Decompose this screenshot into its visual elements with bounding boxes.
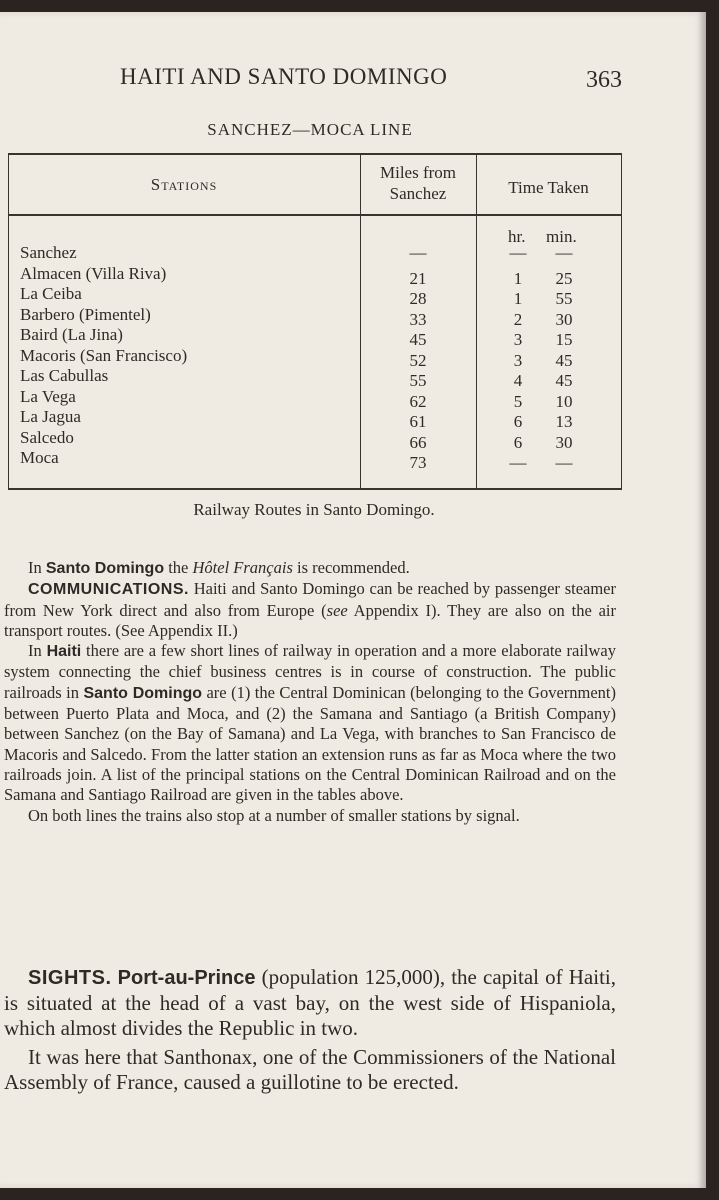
header-stations: Stations [150,175,218,194]
miles-value: 28 [409,289,427,308]
miles-value: 52 [409,350,427,370]
paragraph-railways [4,641,616,805]
table-top-rule [8,153,622,155]
hours-value: 1 [513,289,523,308]
sights-text [4,965,616,1095]
table-left-border [8,153,9,490]
table-title: SANCHEZ—MOCA LINE [207,120,413,139]
page-number: 363 [586,67,622,93]
station-name: Salcedo [20,427,74,447]
minutes-value: 55 [555,289,573,308]
text-span: there are a few short lines of railway in operation and a more elaborate railway system connecting the chief business centres is in course of construction. The public railroads in [4,641,617,702]
station-name: La Ceiba [20,284,82,303]
body-text [4,558,616,826]
station-name: La Jagua [20,407,81,426]
station-name: Las Cabullas [20,366,109,385]
place-santo-domingo: Santo Domingo [83,684,203,702]
place-santo-domingo: Santo Domingo [45,560,165,577]
paragraph-sights [4,965,616,1041]
table-right-border [621,153,622,490]
text-span: are (1) the Central Dominican (belonging to the Government) between Puerto Plata and Moca, and (2) the Samana and Santiago (a British Company) between Sanchez (on the Bay of Samana) and La Vega, with branches to San Francisco de Macoris and Salcedo. From the latter station an extension runs as far as Moca where the two railroads join. A list of the principal stations on the Central Dominican Railroad and on the Samana and Santiago Railroad are given in the tables above. [4,682,617,805]
minutes-value: 45 [555,350,573,370]
miles-col-divider [476,153,477,490]
paragraph-hotel [4,558,616,579]
text-span: the [164,558,193,577]
miles-value: 73 [409,453,427,472]
unit-min: min. [546,227,577,246]
place-haiti: Haiti [46,643,82,661]
minutes-value: 30 [555,309,573,329]
minutes-value: 15 [555,330,573,349]
station-name: Macoris (San Francisco) [20,345,188,365]
minutes-value: — [555,453,573,472]
text-span: Haiti and Santo Domingo can be reached by passenger steamer from New York direct and also from Europe ( [4,579,616,620]
header-miles-line2: Sanchez [389,184,447,203]
place-port-au-prince: Port-au-Prince [117,967,256,989]
miles-value: 55 [409,371,427,390]
miles-value: 45 [409,330,427,349]
paragraph-guillotine: It was here that Santhonax, one of the Commissioners of the National Assembly of France, caused a guillotine to be erected. [4,1045,616,1094]
unit-hr: hr. [508,227,526,246]
hours-value: — [509,243,527,262]
miles-value: 33 [409,309,427,329]
miles-value: 21 [409,268,427,288]
hours-value: 3 [513,330,523,349]
book-page [0,12,706,1188]
running-head: HAITI AND SANTO DOMINGO [120,64,448,89]
miles-value: 61 [409,412,427,431]
hours-value: 3 [513,350,523,370]
table-header-rule [8,214,622,216]
minutes-value: 30 [555,432,573,452]
header-time-taken: Time Taken [508,178,589,197]
table-bottom-rule [8,488,622,490]
station-name: Almacen (Villa Riva) [20,263,167,283]
station-name: Sanchez [20,243,77,262]
paragraph-signal-stops: On both lines the trains also stop at a number of smaller stations by signal. [28,805,520,825]
text-span: Appendix I). They are also on the air transport routes. (See Appendix II.) [4,600,616,640]
station-name: Baird (La Jina) [20,325,123,344]
minutes-value: 13 [555,412,573,431]
hotel-name: Hôtel Français [192,558,293,577]
miles-value: 62 [409,391,427,411]
heading-sights: SIGHTS. [28,967,112,989]
minutes-value: — [555,243,573,262]
table-caption: Railway Routes in Santo Domingo. [193,500,435,519]
text-span: (population 125,000), the capital of Haiti, is situated at the head of a vast bay, on the west side of Hispaniola, which almost divides the Republic in two. [4,965,617,1040]
hours-value: 2 [513,309,523,329]
text-span: is recommended. [292,558,410,577]
paragraph-communications [4,579,616,641]
heading-communications: COMMUNICATIONS. [28,581,189,599]
minutes-value: 45 [555,371,573,390]
minutes-value: 25 [555,268,573,288]
hours-value: 1 [513,268,523,288]
hours-value: 5 [513,391,523,411]
hours-value: 6 [513,432,523,452]
station-name: La Vega [20,386,76,406]
miles-value: 66 [409,432,427,452]
text-see: see [326,600,348,620]
hours-value: 4 [513,371,523,390]
minutes-value: 10 [555,391,573,411]
hours-value: — [509,453,527,472]
text-span: In [28,558,46,577]
miles-value: — [409,243,427,262]
header-miles-line1: Miles from [379,163,457,182]
station-name: Moca [20,448,59,467]
text-span: In [28,641,47,661]
hours-value: 6 [513,412,523,431]
station-name: Barbero (Pimentel) [20,304,151,324]
